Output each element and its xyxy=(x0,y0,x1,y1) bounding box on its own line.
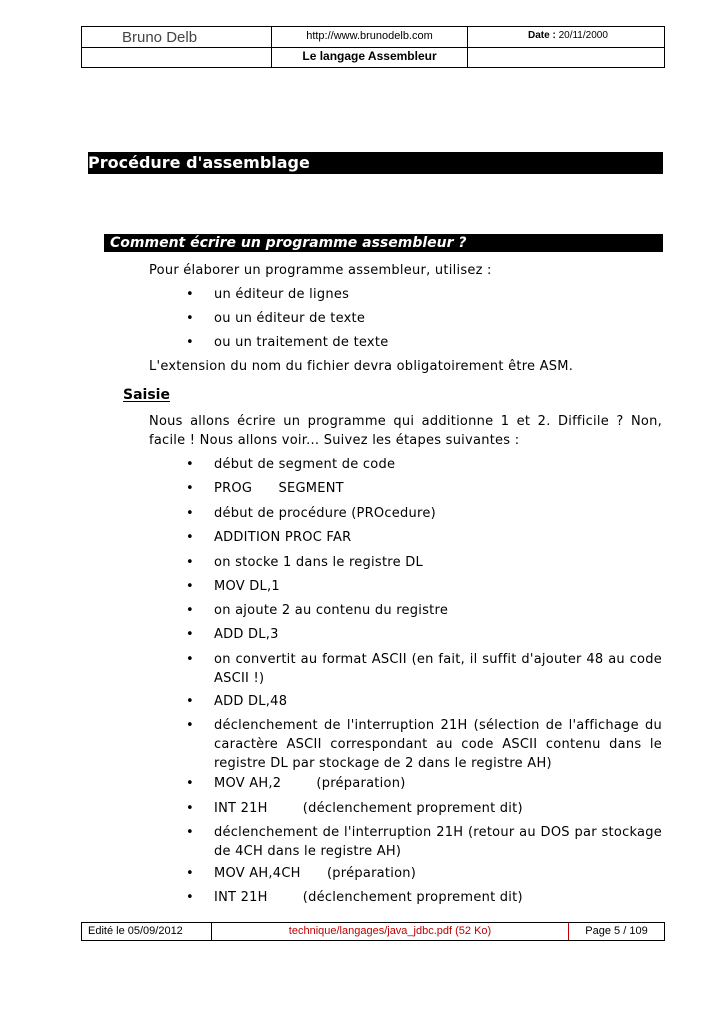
header-subject: Le langage Assembleur xyxy=(272,48,468,67)
bullet: • xyxy=(186,311,194,326)
list-item: ou un traitement de texte xyxy=(214,335,389,350)
footer-edited: Edité le 05/09/2012 xyxy=(82,923,212,940)
saisie-title: Saisie xyxy=(123,387,170,403)
subsection-intro: Pour élaborer un programme assembleur, utilisez : xyxy=(149,263,492,278)
list-item: déclenchement de l'interruption 21H (sélection de l'affichage du caractère ASCII correspondant au code ASCII contenu dans le registre DL par stockage de 2 dans le registre AH) xyxy=(214,718,662,771)
section-title: Procédure d'assemblage xyxy=(88,153,310,172)
bullet: • xyxy=(186,555,194,570)
bullet: • xyxy=(186,694,194,709)
page-header xyxy=(81,26,665,68)
bullet: • xyxy=(186,481,194,496)
list-item: MOV AH,4CH (préparation) xyxy=(214,866,417,881)
list-item: ADD DL,3 xyxy=(214,627,279,642)
list-item: ADDITION PROC FAR xyxy=(214,530,352,545)
header-author: Bruno Delb xyxy=(82,27,272,48)
bullet: • xyxy=(186,776,194,791)
bullet: • xyxy=(186,652,194,667)
list-item: on convertit au format ASCII (en fait, il suffit d'ajouter 48 au code ASCII !) xyxy=(214,652,662,686)
footer-page-number: Page 5 / 109 xyxy=(585,925,648,937)
subsection-outro: L'extension du nom du fichier devra obligatoirement être ASM. xyxy=(149,359,574,374)
list-item: un éditeur de lignes xyxy=(214,287,350,302)
list-item: début de procédure (PROcedure) xyxy=(214,506,436,521)
subsection-title: Comment écrire un programme assembleur ? xyxy=(110,235,467,251)
bullet: • xyxy=(186,530,194,545)
footer-file-link[interactable]: technique/langages/java_jdbc.pdf (52 Ko) xyxy=(212,923,569,940)
list-item: MOV AH,2 (préparation) xyxy=(214,776,406,791)
list-item: MOV DL,1 xyxy=(214,579,280,594)
list-item: début de segment de code xyxy=(214,457,396,472)
header-date-label: Date : xyxy=(528,30,556,41)
list-item: déclenchement de l'interruption 21H (retour au DOS par stockage de 4CH dans le registre AH) xyxy=(214,825,662,859)
list-item: ou un éditeur de texte xyxy=(214,311,366,326)
header-blank-cell xyxy=(82,48,272,67)
list-item: ADD DL,48 xyxy=(214,694,288,709)
header-date-value: 20/11/2000 xyxy=(558,30,608,41)
list-item: on stocke 1 dans le registre DL xyxy=(214,555,423,570)
bullet: • xyxy=(186,506,194,521)
list-item: INT 21H (déclenchement proprement dit) xyxy=(214,801,523,816)
header-date xyxy=(468,27,665,48)
list-item: PROG SEGMENT xyxy=(214,481,344,496)
bullet: • xyxy=(186,825,194,840)
bullet: • xyxy=(186,801,194,816)
bullet: • xyxy=(186,627,194,642)
bullet: • xyxy=(186,579,194,594)
list-item: INT 21H (déclenchement proprement dit) xyxy=(214,890,523,905)
list-item: on ajoute 2 au contenu du registre xyxy=(214,603,449,618)
saisie-intro: Nous allons écrire un programme qui additionne 1 et 2. Difficile ? Non, facile ! Nous allons voir... Suivez les étapes suivantes : xyxy=(149,414,662,448)
bullet: • xyxy=(186,866,194,881)
bullet: • xyxy=(186,287,194,302)
bullet: • xyxy=(186,890,194,905)
header-url[interactable]: http://www.brunodelb.com xyxy=(272,27,468,48)
page-footer xyxy=(81,922,665,941)
bullet: • xyxy=(186,457,194,472)
bullet: • xyxy=(186,718,194,733)
bullet: • xyxy=(186,335,194,350)
bullet: • xyxy=(186,603,194,618)
